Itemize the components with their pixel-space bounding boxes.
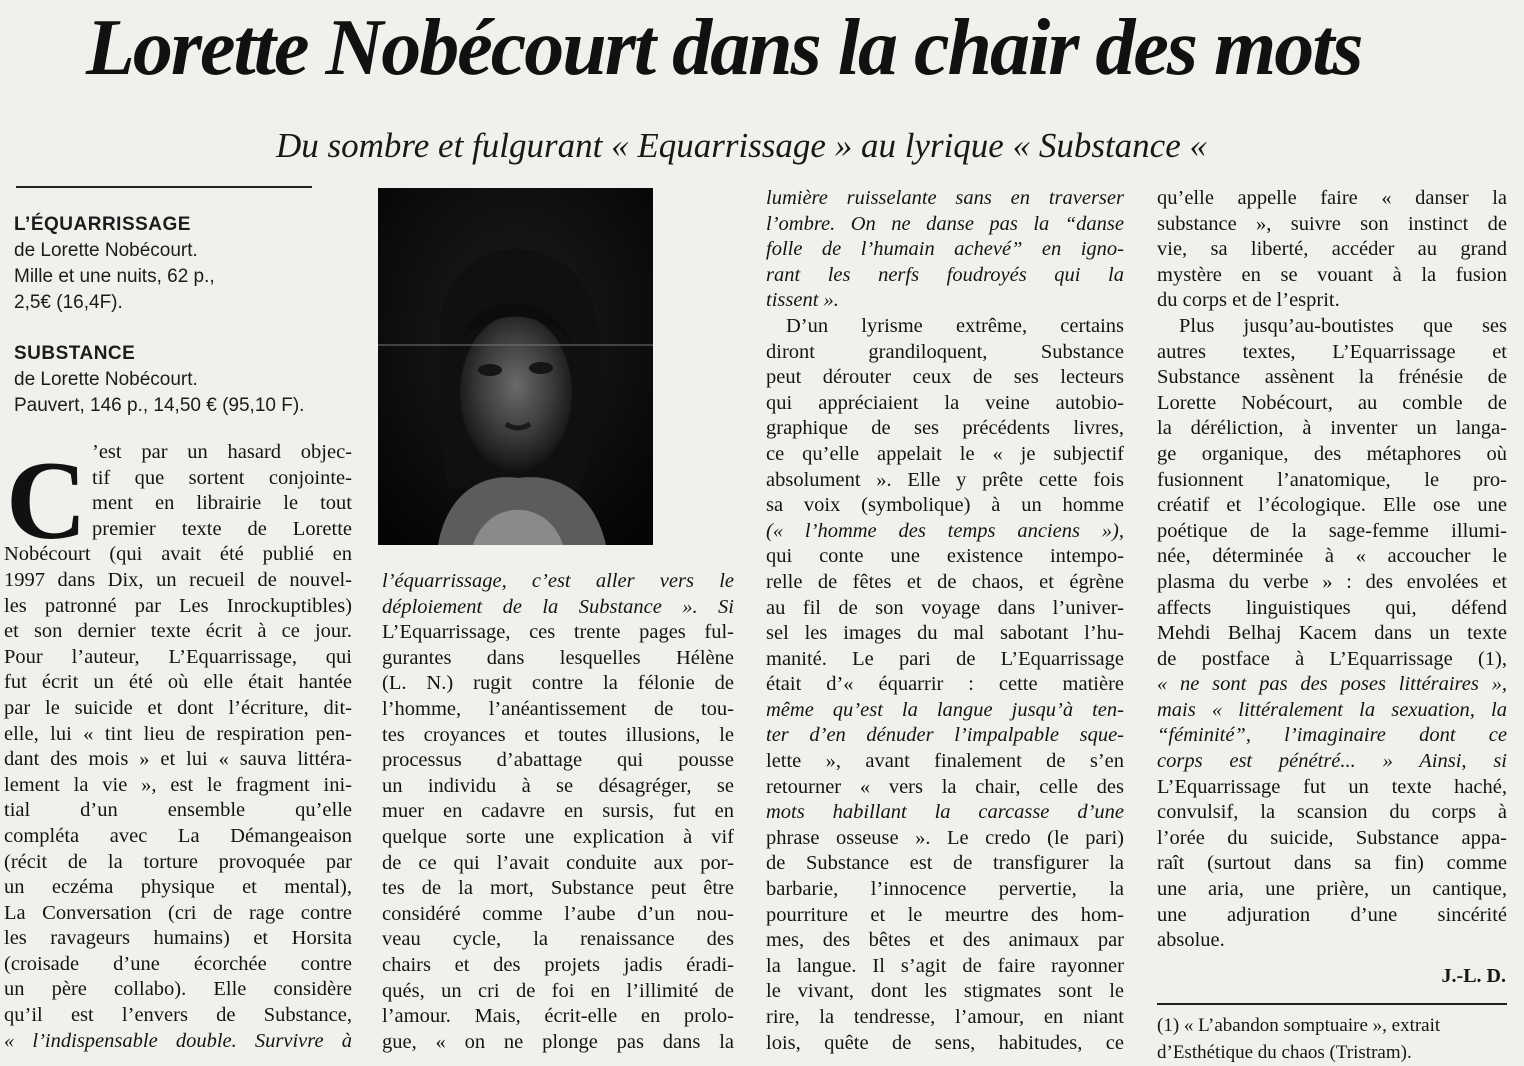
text-line: mots habillant la carcasse d’une <box>766 801 1124 824</box>
text-line: mais « littéralement la sexuation, la <box>1157 698 1507 721</box>
text-line: Pour l’auteur, L’Equarrissage, qui <box>4 645 352 668</box>
text-line: diront grandiloquent, Substance <box>766 340 1124 363</box>
text-line: par le suicide et dont l’écriture, dit- <box>4 696 352 719</box>
text-line: lumière ruisselante sans en traverser <box>766 187 1124 209</box>
text-line: « ne sont pas des poses littéraires », <box>1157 673 1507 696</box>
text-line: peut dérouter ceux de ses lecteurs <box>766 366 1124 389</box>
text-line: de postface à L’Equarrissage (1), <box>1157 647 1507 670</box>
text-line: tissent ». <box>766 289 839 312</box>
text-line: autres textes, L’Equarrissage et <box>1157 340 1507 363</box>
text-line: qui conte une existence intempo- <box>766 545 1124 568</box>
text-line: relle de fêtes et de chaos, et égrène <box>766 570 1124 593</box>
text-line: Mehdi Belhaj Kacem dans un texte <box>1157 622 1507 645</box>
text-line: poétique de la sage-femme illumi- <box>1157 519 1507 542</box>
text-line: processus d’abattage qui pousse <box>382 749 734 772</box>
book-price: 2,5€ (16,4F). <box>14 292 123 313</box>
book-title: SUBSTANCE <box>14 343 136 364</box>
text-line: absolument ». Elle y prête cette fois <box>766 468 1124 491</box>
text-line: considéré comme l’aube d’un nou- <box>382 902 734 925</box>
text-line: (« l’homme des temps anciens »), <box>766 519 1124 542</box>
text-line: ’est par un hasard objec- <box>92 441 352 463</box>
text-line: gurantes dans lesquelles Hélène <box>382 646 734 669</box>
text-line: les ravageurs humains) et Horsita <box>4 927 352 950</box>
subheadline: Du sombre et fulgurant « Equarrissage » au lyrique « Substance « <box>276 126 1208 165</box>
text-line: tes croyances et toutes illusions, le <box>382 723 734 746</box>
text-line: Lorette Nobécourt, au comble de <box>1157 391 1507 414</box>
text-line: « l’indispensable double. Survivre à <box>4 1029 352 1052</box>
text-line: corps est pénétré... » Ainsi, si <box>1157 750 1507 773</box>
text-line: une adjuration d’une sincérité <box>1157 903 1507 926</box>
text-line: lois, quête de sens, habitudes, ce <box>766 1031 1124 1054</box>
text-line: même qu’est la langue jusqu’à ten- <box>766 698 1124 721</box>
text-line: substance », suivre son instinct de <box>1157 212 1507 235</box>
text-line: qu’il est l’envers de Substance, <box>4 1004 352 1027</box>
portrait-image <box>378 188 653 545</box>
text-line: créatif et l’écologique. Elle ose une <box>1157 494 1507 517</box>
footnote-line: d’Esthétique du chaos (Tristram). <box>1157 1042 1412 1063</box>
text-line: déploiement de la Substance ». Si <box>382 595 734 618</box>
text-line: fut écrit un été où elle était hantée <box>4 671 352 694</box>
text-line: tif que sortent conjointe- <box>92 466 352 489</box>
text-line: la déréliction, à inventer un langa- <box>1157 417 1507 440</box>
author-portrait-photo <box>378 188 653 545</box>
text-line: tial d’un ensemble qu’elle <box>4 799 352 822</box>
text-line: folle de l’humain achevé” en igno- <box>766 238 1124 261</box>
text-line: une aria, une prière, un cantique, <box>1157 878 1507 901</box>
text-line: qu’elle appelle faire « danser la <box>1157 187 1507 209</box>
text-line: l’amour. Mais, écrit-elle en prolo- <box>382 1005 734 1028</box>
article-column-3 <box>766 186 1124 1056</box>
text-line: convulsif, la scansion du corps à <box>1157 801 1507 824</box>
text-line: lette », avant finalement de s’en <box>766 750 1124 773</box>
text-line: plasma du verbe » : des envolées et <box>1157 570 1507 593</box>
text-line: quelque sorte une explication à vif <box>382 825 734 848</box>
text-line: Substance assènent la frénésie de <box>1157 366 1507 389</box>
text-line: mystère en se vouant à la fusion <box>1157 263 1507 286</box>
text-line: le vivant, dont les stigmates sont le <box>766 980 1124 1003</box>
text-line: de Substance est de transfigurer la <box>766 852 1124 875</box>
text-line: (L. N.) rugit contre la félonie de <box>382 672 734 695</box>
text-line: chairs et des projets jadis éradi- <box>382 953 734 976</box>
text-line: “féminité”, l’imaginaire dont ce <box>1157 724 1507 747</box>
text-line: raît (surtout dans sa fin) comme <box>1157 852 1507 875</box>
text-line: rant les nerfs foudroyés qui la <box>766 263 1124 286</box>
footnote <box>1157 1012 1507 1066</box>
text-line: ment en librairie le tout <box>92 492 352 515</box>
text-line: sa voix (symbolique) à un homme <box>766 494 1124 517</box>
book-publisher-price: Pauvert, 146 p., 14,50 € (95,10 F). <box>14 395 305 416</box>
text-line: vie, sa liberté, accéder au grand <box>1157 238 1507 261</box>
book-publisher: Mille et une nuits, 62 p., <box>14 266 215 287</box>
sidebar-rule <box>16 186 312 188</box>
text-line: l’équarrissage, c’est aller vers le <box>382 570 734 592</box>
text-line: retourner « vers la chair, celle des <box>766 775 1124 798</box>
footnote-rule <box>1157 1003 1507 1005</box>
text-line: absolue. <box>1157 929 1225 952</box>
text-line: manité. Le pari de L’Equarrissage <box>766 647 1124 670</box>
headline: Lorette Nobécourt dans la chair des mots <box>86 4 1362 92</box>
text-line: était d’« équarrir : cette matière <box>766 673 1124 696</box>
text-line: au fil de son voyage dans l’univer- <box>766 596 1124 619</box>
text-line: L’Equarrissage, ces trente pages ful- <box>382 621 734 644</box>
footnote-line: (1) « L’abandon somptuaire », extrait <box>1157 1015 1441 1036</box>
text-line: sel les images du mal sabotant l’hu- <box>766 622 1124 645</box>
text-line: phrase osseuse ». Le credo (le pari) <box>766 826 1124 849</box>
text-line: graphique de ses précédents livres, <box>766 417 1124 440</box>
text-line: née, déterminée à « accoucher le <box>1157 545 1507 568</box>
article-column-1 <box>4 440 352 1054</box>
text-line: compléta avec La Démangeaison <box>4 824 352 847</box>
text-line: barbarie, l’innocence pervertie, la <box>766 878 1124 901</box>
text-line: D’un lyrisme extrême, certains <box>786 314 1124 337</box>
text-line: muer en cadavre en sursis, fut en <box>382 800 734 823</box>
text-line: l’homme, l’anéantissement de tou- <box>382 697 734 720</box>
text-line: La Conversation (cri de rage contre <box>4 901 352 924</box>
text-line: L’Equarrissage fut un texte haché, <box>1157 775 1507 798</box>
text-line: rire, la tendresse, l’amour, en niant <box>766 1006 1124 1028</box>
text-line: un individu à se désagréger, se <box>382 774 734 797</box>
text-line: (récit de la torture provoquée par <box>4 850 352 873</box>
book-info-equarrissage <box>14 212 364 316</box>
book-author: de Lorette Nobécourt. <box>14 240 198 261</box>
text-line: affects linguistiques qui, défend <box>1157 596 1507 619</box>
article-column-2 <box>382 569 734 1055</box>
text-line: l’ombre. On ne danse pas la “danse <box>766 212 1124 235</box>
text-line: du corps et de l’esprit. <box>1157 289 1340 312</box>
author-signature: J.-L. D. <box>1441 965 1506 987</box>
text-line: la langue. Il s’agit de faire rayonner <box>766 954 1124 977</box>
text-line: un eczéma physique et mental), <box>4 876 352 899</box>
text-line: ce qu’elle appelait le « je subjectif <box>766 442 1124 465</box>
text-line: fusionnent l’anatomique, le pro- <box>1157 468 1507 491</box>
text-line: pourriture et le meurtre des hom- <box>766 903 1124 926</box>
text-line: ge organique, des métaphores où <box>1157 442 1507 465</box>
text-line: l’orée du suicide, Substance appa- <box>1157 826 1507 849</box>
text-line: dant des mois » et lui « sauva littéra- <box>4 748 352 771</box>
text-line: gue, « on ne plonge pas dans la <box>382 1030 734 1053</box>
article-column-4 <box>1157 186 1507 954</box>
text-line: qui appréciaient la veine autobio- <box>766 391 1124 414</box>
text-line: tes de la mort, Substance peut être <box>382 877 734 900</box>
book-info-substance <box>14 341 364 419</box>
text-line: Plus jusqu’au-boutistes que ses <box>1179 314 1507 337</box>
text-line: un père collabo). Elle considère <box>4 978 352 1001</box>
text-line: les patronné par Les Inrockuptibles) <box>4 594 352 617</box>
text-line: premier texte de Lorette <box>92 517 352 540</box>
text-line: veau cycle, la renaissance des <box>382 928 734 951</box>
text-line: lement la vie », est le fragment ini- <box>4 773 352 796</box>
drop-cap: C <box>6 439 87 563</box>
text-line: et son dernier texte écrit à ce jour. <box>4 620 352 643</box>
text-line: Nobécourt (qui avait été publié en <box>4 543 352 566</box>
text-line: elle, lui « tint lieu de respiration pen- <box>4 722 352 745</box>
book-author: de Lorette Nobécourt. <box>14 369 198 390</box>
text-line: (croisade d’une écorchée contre <box>4 952 352 975</box>
text-line: mes, des bêtes et des animaux par <box>766 929 1124 952</box>
text-line: de ce qui l’avait conduite aux por- <box>382 851 734 874</box>
book-title: L’ÉQUARRISSAGE <box>14 214 191 235</box>
text-line: 1997 dans Dix, un recueil de nouvel- <box>4 568 352 591</box>
text-line: ter d’en dénuder l’impalpable sque- <box>766 724 1124 747</box>
text-line: qués, un cri de foi en l’illimité de <box>382 979 734 1002</box>
